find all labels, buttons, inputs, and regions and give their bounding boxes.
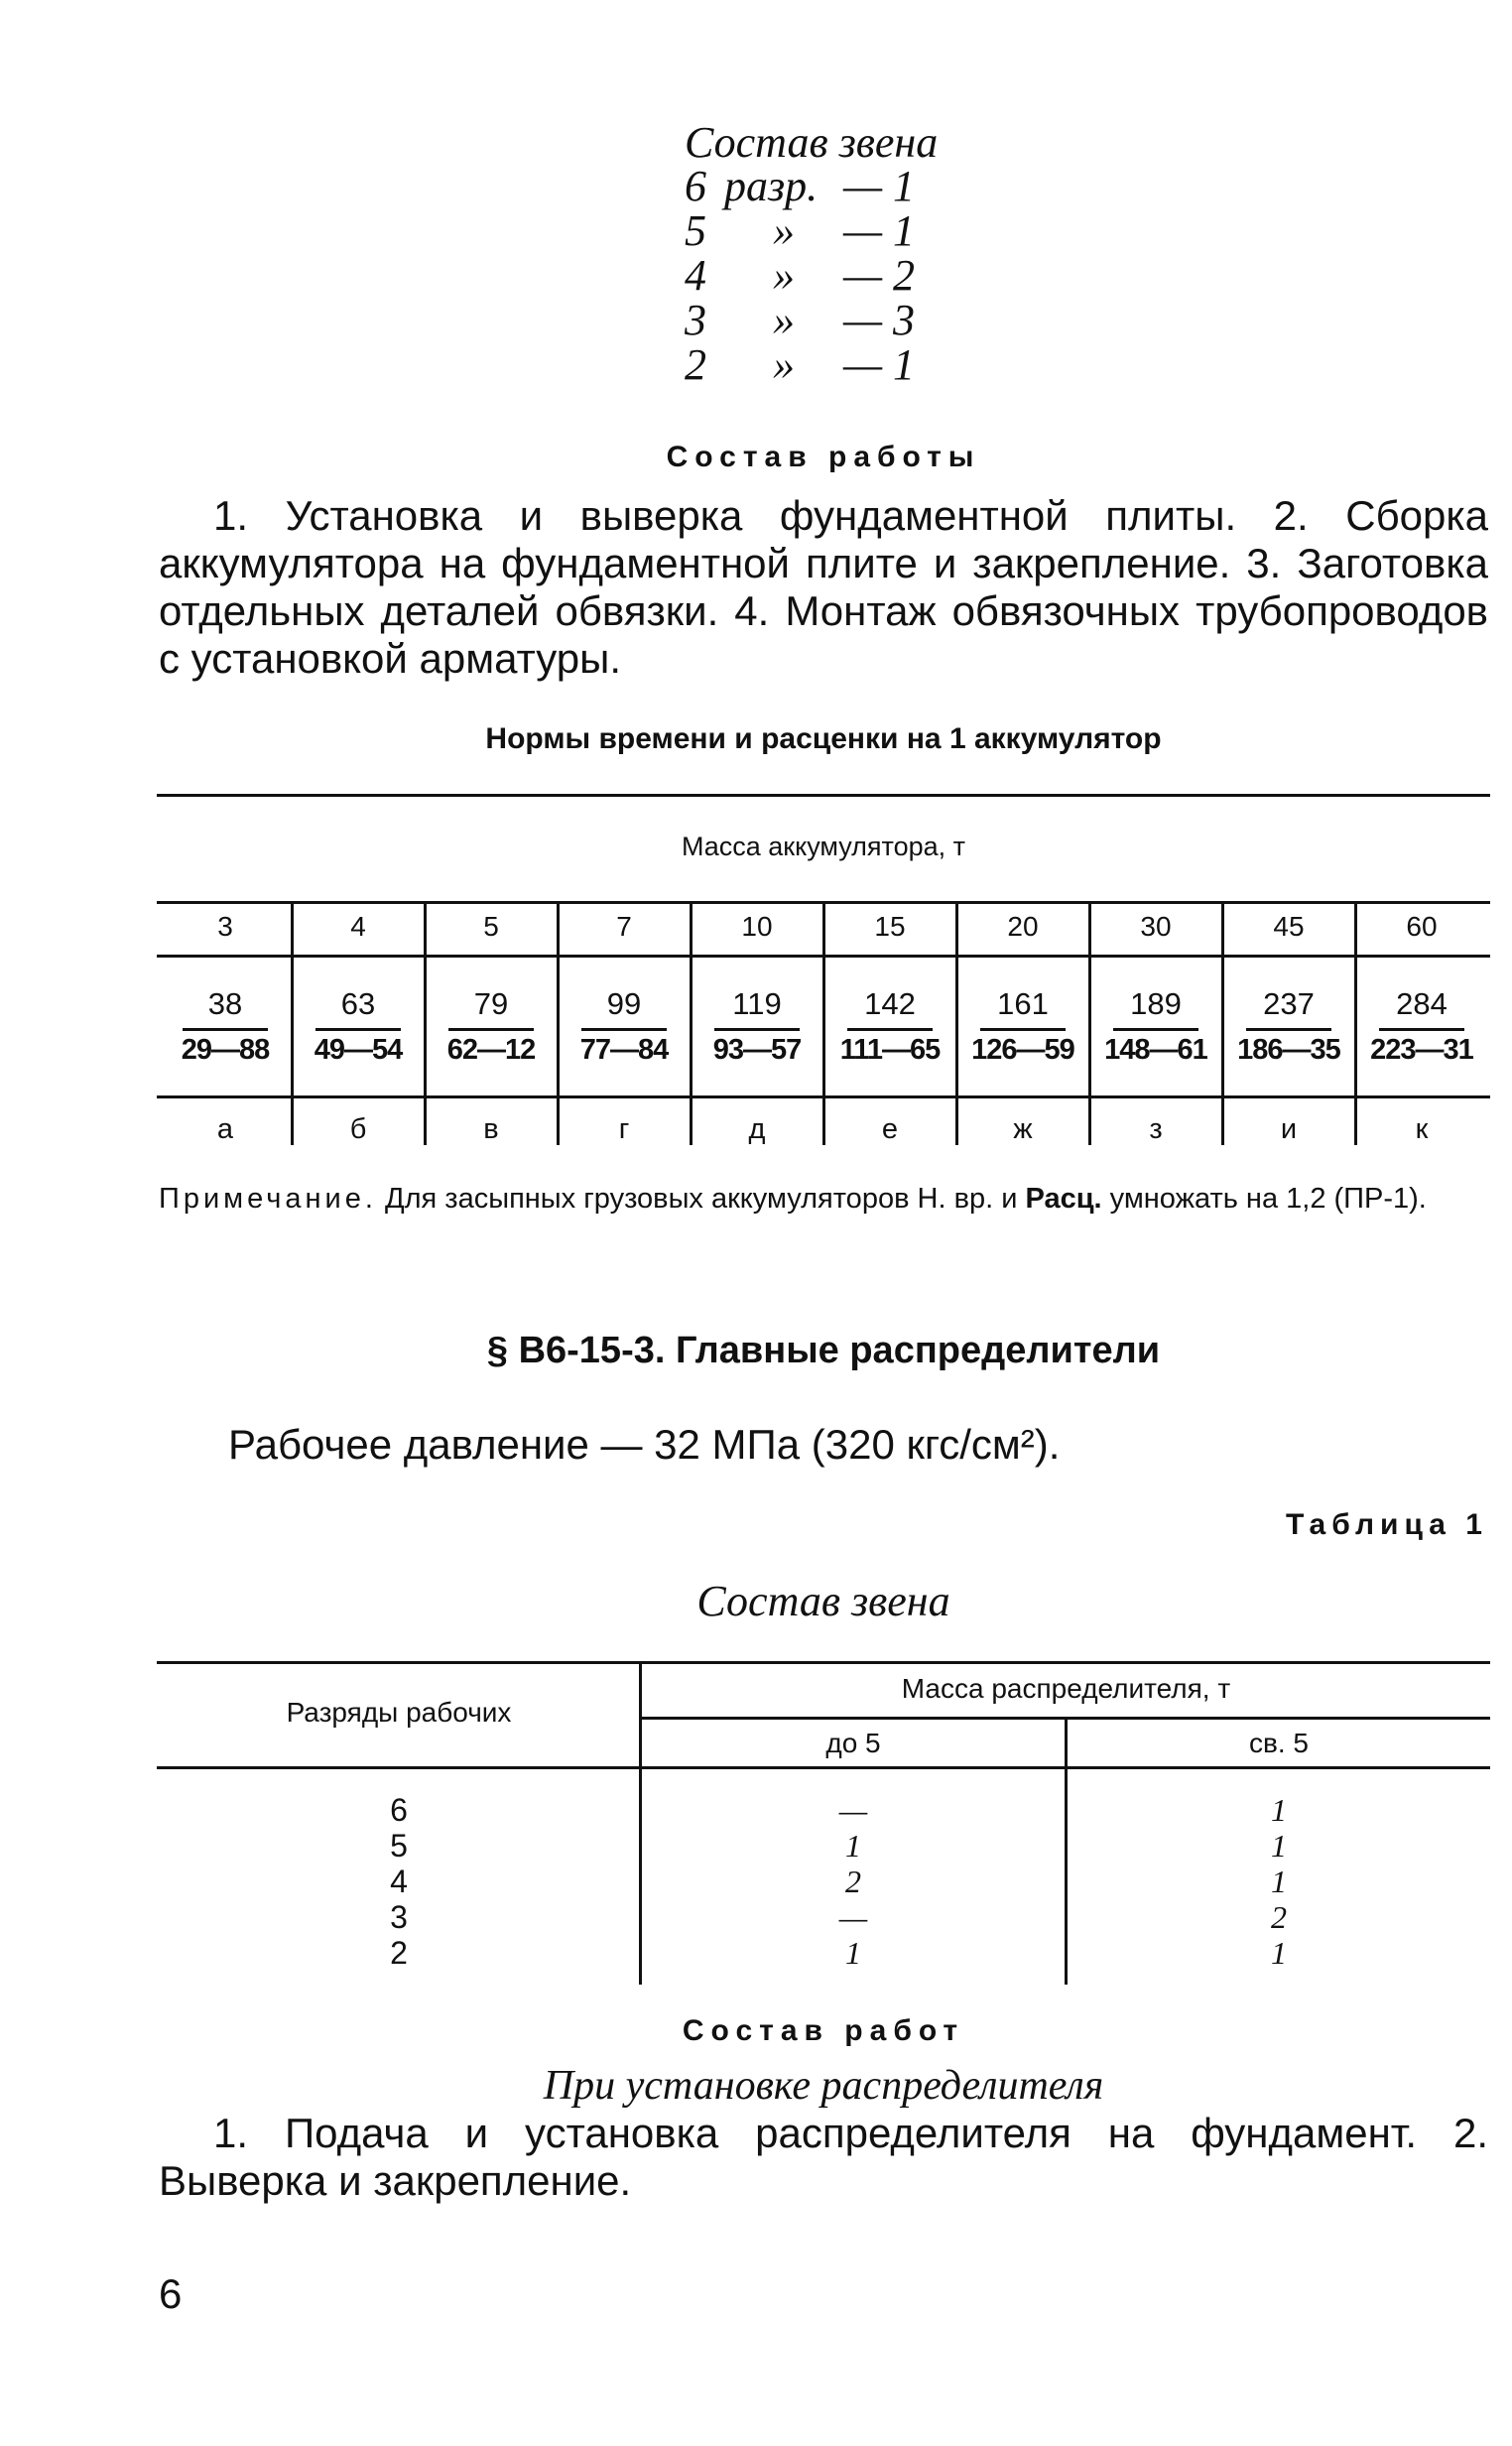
- work-composition-title: Состав работы: [666, 441, 981, 473]
- crew-count: 1: [893, 161, 915, 210]
- crew-grade: 3: [685, 295, 706, 344]
- mass-cell: 4: [350, 911, 366, 942]
- price-cell: 49—54: [314, 1034, 403, 1066]
- works-title: Состав работ: [682, 2014, 965, 2047]
- works-text: 1. Подача и установка распределителя на фундамент. 2. Выверка и закрепление.: [159, 2110, 1488, 2204]
- crew-over-cell: 1: [1271, 1828, 1287, 1864]
- note-text-after: умножать на 1,2 (ПР-1).: [1101, 1183, 1427, 1215]
- row-letter-cell: б: [349, 1113, 367, 1145]
- crew-upto-cell: 1: [845, 1828, 861, 1864]
- fraction-line: [714, 1028, 800, 1031]
- norm-time-cell: 237: [1263, 986, 1315, 1021]
- crew-row: [685, 161, 982, 210]
- row-letter-cell: з: [1149, 1113, 1163, 1145]
- crew-dash: —: [843, 205, 883, 255]
- table-rule-data: [157, 1095, 1490, 1098]
- fraction-line: [1379, 1028, 1464, 1031]
- row-letter-cell: в: [483, 1113, 499, 1145]
- work-composition-text: 1. Установка и выверка фундаментной плиты. 2. Сборка аккумулятора на фундаментной плите и закрепление. 3. Заготовка отдельных деталей обвязки. 4. Монтаж обвязочных трубопроводов с установкой арматуры.: [159, 492, 1488, 682]
- norm-time-cell: 38: [207, 986, 243, 1021]
- table-rule-top: [157, 794, 1490, 797]
- mass-cell: 7: [616, 911, 632, 942]
- crew-dash: —: [843, 161, 883, 210]
- crew-upto-cell: —: [838, 1792, 868, 1828]
- crew-row: [685, 250, 982, 300]
- row-letter-cell: ж: [1013, 1113, 1033, 1145]
- fraction-line: [1113, 1028, 1198, 1031]
- col-mass-header: Масса распределителя, т: [901, 1673, 1231, 1704]
- crew-over-cell: 1: [1271, 1864, 1287, 1899]
- crew-table-top: [157, 1661, 1490, 1664]
- price-cell: 62—12: [446, 1034, 536, 1066]
- row-letter-cell: д: [748, 1113, 766, 1145]
- note-label: Примечание.: [159, 1183, 377, 1215]
- fraction-line: [448, 1028, 534, 1031]
- crew-grade-cell: 3: [390, 1899, 408, 1935]
- mass-header: Масса аккумулятора, т: [681, 832, 966, 861]
- row-letter-cell: е: [881, 1113, 899, 1145]
- crew-count: 1: [893, 339, 915, 389]
- fraction-line: [315, 1028, 401, 1031]
- mass-cell: 20: [1007, 911, 1039, 942]
- crew-grade-cell: 4: [390, 1864, 408, 1899]
- crew-unit: »: [773, 250, 795, 300]
- row-letter-cell: а: [216, 1113, 234, 1145]
- mass-cell: 60: [1406, 911, 1438, 942]
- norm-time-cell: 63: [340, 986, 376, 1021]
- norm-time-cell: 142: [864, 986, 916, 1021]
- crew-over-cell: 1: [1271, 1792, 1287, 1828]
- note-bold-word: Расц.: [1025, 1183, 1102, 1215]
- works-subtitle: При установке распределителя: [543, 2063, 1104, 2109]
- crew-row: [685, 339, 982, 389]
- price-cell: 111—65: [839, 1034, 941, 1066]
- row-letter-cell: к: [1415, 1113, 1429, 1145]
- crew-grade: 5: [685, 205, 706, 255]
- note: [159, 1181, 1488, 1217]
- crew-unit: »: [773, 205, 795, 255]
- price-cell: 77—84: [579, 1034, 669, 1066]
- page-number: 6: [159, 2270, 183, 2317]
- col-grades-header: Разряды рабочих: [286, 1697, 512, 1728]
- col-upto-header: до 5: [825, 1728, 881, 1758]
- mass-cell: 45: [1273, 911, 1305, 942]
- norms-table-title: Нормы времени и расценки на 1 аккумулятор: [485, 722, 1162, 755]
- mass-cell: 3: [217, 911, 233, 942]
- table-label: Таблица 1: [1285, 1508, 1488, 1541]
- norm-time-cell: 99: [606, 986, 642, 1021]
- norm-time-cell: 284: [1396, 986, 1448, 1021]
- crew-unit: »: [773, 295, 795, 344]
- note-text-before: Для засыпных грузовых аккумуляторов Н. вр. и: [376, 1183, 1026, 1215]
- pressure-text: Рабочее давление — 32 МПа (320 кгс/см²).: [228, 1421, 1061, 1468]
- crew-upto-cell: 1: [845, 1935, 861, 1971]
- fraction-line: [980, 1028, 1066, 1031]
- crew-dash: —: [843, 295, 883, 344]
- crew-grade-cell: 5: [390, 1828, 408, 1864]
- crew-unit: »: [773, 339, 795, 389]
- crew-grade-cell: 2: [390, 1935, 408, 1971]
- crew-list: [685, 161, 982, 389]
- price-cell: 223—31: [1370, 1034, 1473, 1066]
- crew-count: 3: [893, 295, 915, 344]
- crew-grade-cell: 6: [390, 1792, 408, 1828]
- crew-unit: разр.: [724, 161, 819, 210]
- mass-cell: 15: [874, 911, 906, 942]
- row-letter-cell: и: [1280, 1113, 1298, 1145]
- norm-time-cell: 119: [732, 986, 782, 1021]
- crew-row: [685, 295, 982, 344]
- crew-upto-cell: —: [838, 1899, 868, 1935]
- price-cell: 126—59: [971, 1034, 1074, 1066]
- crew-over-cell: 2: [1271, 1899, 1287, 1935]
- crew-row: [685, 205, 982, 255]
- crew-grade: 4: [685, 250, 706, 300]
- price-cell: 93—57: [712, 1034, 802, 1066]
- mass-cell: 5: [483, 911, 499, 942]
- price-cell: 29—88: [181, 1034, 270, 1066]
- crew-title: Состав звена: [685, 118, 939, 167]
- price-cell: 186—35: [1237, 1034, 1340, 1066]
- fraction-line: [1246, 1028, 1331, 1031]
- crew-count: 2: [893, 250, 915, 300]
- norm-time-cell: 79: [473, 986, 509, 1021]
- crew-grade: 2: [685, 339, 706, 389]
- crew-table-head-rule: [157, 1766, 1490, 1769]
- crew-count: 1: [893, 205, 915, 255]
- crew-dash: —: [843, 250, 883, 300]
- fraction-line: [581, 1028, 667, 1031]
- norm-time-cell: 189: [1130, 986, 1182, 1021]
- price-cell: 148—61: [1104, 1034, 1207, 1066]
- row-letter-cell: г: [618, 1113, 630, 1145]
- norm-time-cell: 161: [997, 986, 1049, 1021]
- crew-over-cell: 1: [1271, 1935, 1287, 1971]
- fraction-line: [183, 1028, 268, 1031]
- section-title: § В6-15-3. Главные распределители: [486, 1330, 1161, 1371]
- crew-table-title: Состав звена: [696, 1577, 950, 1625]
- fraction-line: [847, 1028, 933, 1031]
- col-over-header: св. 5: [1248, 1728, 1309, 1758]
- mass-cell: 30: [1140, 911, 1172, 942]
- crew-grade: 6: [685, 161, 706, 210]
- crew-upto-cell: 2: [845, 1864, 861, 1899]
- mass-cell: 10: [741, 911, 773, 942]
- crew-dash: —: [843, 339, 883, 389]
